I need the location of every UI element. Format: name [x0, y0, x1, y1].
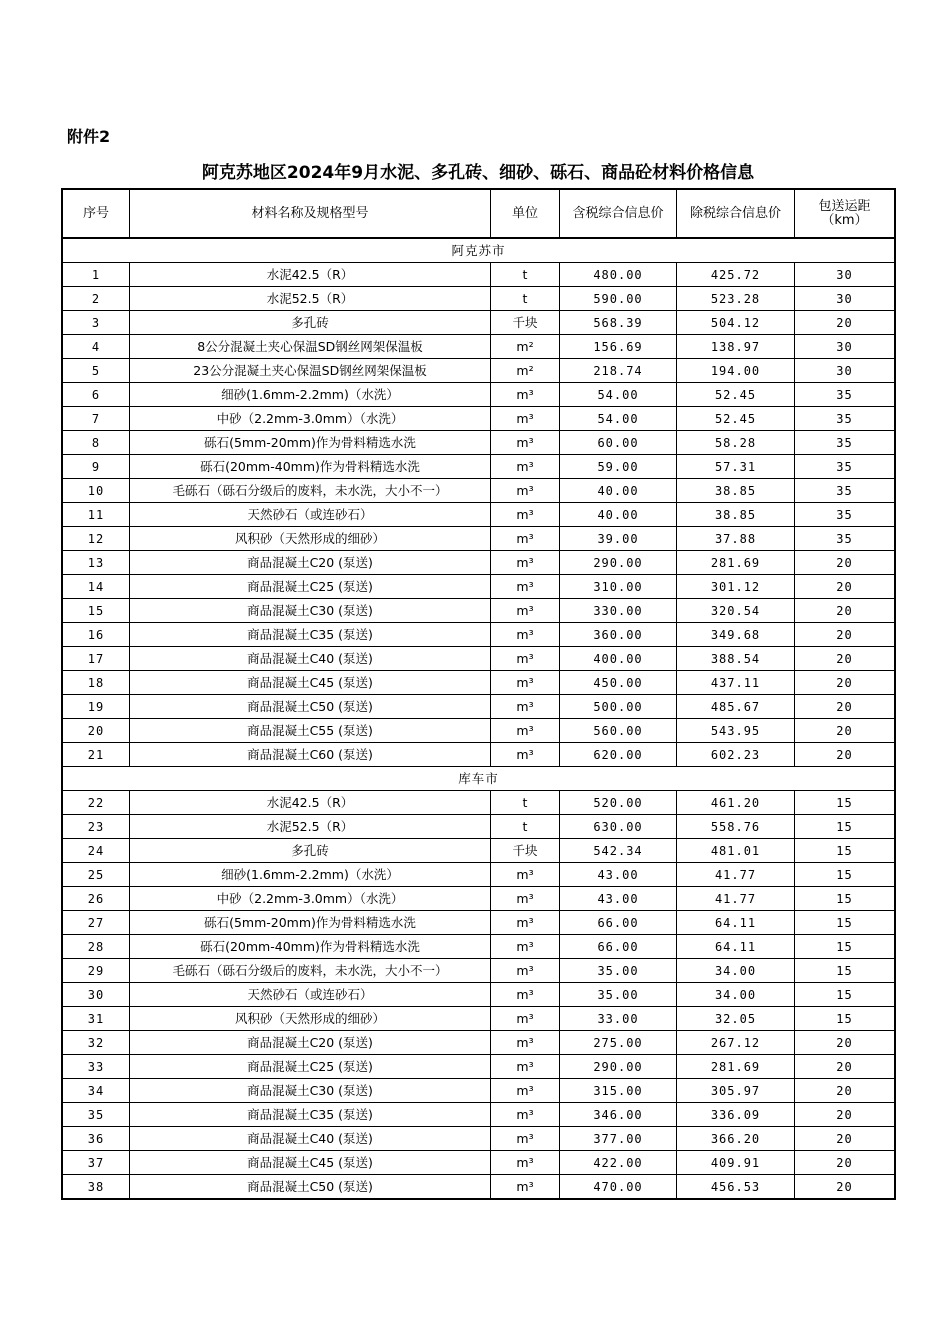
cell-distance: 30 [795, 335, 895, 359]
cell-price-tax-incl: 290.00 [560, 1055, 677, 1079]
cell-price-tax-incl: 43.00 [560, 887, 677, 911]
cell-distance: 20 [795, 1031, 895, 1055]
cell-price-tax-excl: 64.11 [677, 935, 795, 959]
table-row [63, 407, 895, 431]
cell-index: 10 [63, 479, 130, 503]
cell-unit: t [491, 791, 560, 815]
page-title: 阿克苏地区2024年9月水泥、多孔砖、细砂、砾石、商品砼材料价格信息 [201, 163, 755, 183]
region-row [63, 767, 895, 791]
cell-unit: m³ [491, 551, 560, 575]
cell-price-tax-incl: 66.00 [560, 911, 677, 935]
cell-name: 风积砂（天然形成的细砂） [130, 527, 491, 551]
cell-name: 商品混凝土C25 (泵送) [130, 1055, 491, 1079]
cell-name: 多孔砖 [130, 839, 491, 863]
cell-price-tax-excl: 456.53 [677, 1175, 795, 1199]
table-row [63, 839, 895, 863]
table-row [63, 887, 895, 911]
cell-name: 细砂(1.6mm-2.2mm)（水洗） [130, 383, 491, 407]
cell-price-tax-incl: 377.00 [560, 1127, 677, 1151]
header-price-tax-incl: 含税综合信息价 [560, 190, 677, 239]
cell-distance: 15 [795, 959, 895, 983]
cell-unit: m³ [491, 407, 560, 431]
cell-index: 11 [63, 503, 130, 527]
table-row [63, 551, 895, 575]
cell-index: 37 [63, 1151, 130, 1175]
cell-name: 中砂（2.2mm-3.0mm）（水洗） [130, 407, 491, 431]
cell-price-tax-excl: 301.12 [677, 575, 795, 599]
cell-distance: 20 [795, 695, 895, 719]
cell-distance: 20 [795, 743, 895, 767]
cell-price-tax-excl: 481.01 [677, 839, 795, 863]
table-row [63, 359, 895, 383]
table-row [63, 1055, 895, 1079]
cell-name: 商品混凝土C35 (泵送) [130, 623, 491, 647]
cell-price-tax-excl: 320.54 [677, 599, 795, 623]
cell-unit: m² [491, 359, 560, 383]
cell-index: 21 [63, 743, 130, 767]
cell-unit: m³ [491, 1007, 560, 1031]
cell-unit: m³ [491, 455, 560, 479]
cell-name: 商品混凝土C45 (泵送) [130, 671, 491, 695]
header-index: 序号 [63, 190, 130, 239]
cell-distance: 15 [795, 815, 895, 839]
cell-unit: m³ [491, 911, 560, 935]
cell-index: 33 [63, 1055, 130, 1079]
cell-index: 3 [63, 311, 130, 335]
cell-index: 38 [63, 1175, 130, 1199]
cell-price-tax-incl: 346.00 [560, 1103, 677, 1127]
cell-distance: 20 [795, 1175, 895, 1199]
cell-index: 32 [63, 1031, 130, 1055]
cell-distance: 15 [795, 983, 895, 1007]
cell-price-tax-excl: 504.12 [677, 311, 795, 335]
cell-distance: 35 [795, 503, 895, 527]
cell-unit: m³ [491, 647, 560, 671]
cell-unit: m³ [491, 863, 560, 887]
cell-index: 35 [63, 1103, 130, 1127]
cell-index: 27 [63, 911, 130, 935]
cell-index: 18 [63, 671, 130, 695]
cell-price-tax-incl: 290.00 [560, 551, 677, 575]
cell-name: 水泥42.5（R） [130, 791, 491, 815]
cell-price-tax-incl: 218.74 [560, 359, 677, 383]
cell-index: 17 [63, 647, 130, 671]
cell-name: 8公分混凝土夹心保温SD钢丝网架保温板 [130, 335, 491, 359]
cell-unit: 千块 [491, 839, 560, 863]
cell-unit: t [491, 287, 560, 311]
cell-name: 商品混凝土C50 (泵送) [130, 695, 491, 719]
cell-index: 8 [63, 431, 130, 455]
cell-distance: 20 [795, 671, 895, 695]
cell-price-tax-incl: 520.00 [560, 791, 677, 815]
cell-unit: m³ [491, 1031, 560, 1055]
cell-name: 商品混凝土C20 (泵送) [130, 1031, 491, 1055]
table-row [63, 911, 895, 935]
header-name: 材料名称及规格型号 [130, 190, 491, 239]
cell-distance: 20 [795, 599, 895, 623]
cell-price-tax-excl: 388.54 [677, 647, 795, 671]
cell-price-tax-excl: 543.95 [677, 719, 795, 743]
cell-price-tax-excl: 485.67 [677, 695, 795, 719]
cell-index: 24 [63, 839, 130, 863]
cell-distance: 35 [795, 479, 895, 503]
cell-unit: m³ [491, 1103, 560, 1127]
cell-distance: 30 [795, 287, 895, 311]
cell-name: 商品混凝土C25 (泵送) [130, 575, 491, 599]
cell-price-tax-incl: 590.00 [560, 287, 677, 311]
table-row [63, 671, 895, 695]
cell-distance: 35 [795, 407, 895, 431]
cell-price-tax-incl: 35.00 [560, 983, 677, 1007]
cell-unit: m³ [491, 479, 560, 503]
table-row [63, 431, 895, 455]
table-row [63, 503, 895, 527]
cell-unit: m³ [491, 599, 560, 623]
cell-distance: 20 [795, 575, 895, 599]
cell-unit: m³ [491, 1079, 560, 1103]
cell-name: 天然砂石（或连砂石） [130, 503, 491, 527]
cell-price-tax-excl: 32.05 [677, 1007, 795, 1031]
cell-distance: 15 [795, 911, 895, 935]
cell-index: 36 [63, 1127, 130, 1151]
cell-index: 28 [63, 935, 130, 959]
cell-unit: m³ [491, 383, 560, 407]
cell-price-tax-excl: 57.31 [677, 455, 795, 479]
cell-price-tax-incl: 480.00 [560, 263, 677, 287]
cell-distance: 15 [795, 791, 895, 815]
cell-index: 29 [63, 959, 130, 983]
cell-price-tax-excl: 37.88 [677, 527, 795, 551]
header-unit: 单位 [491, 190, 560, 239]
cell-name: 商品混凝土C50 (泵送) [130, 1175, 491, 1199]
cell-distance: 20 [795, 1127, 895, 1151]
cell-price-tax-incl: 630.00 [560, 815, 677, 839]
table-row [63, 479, 895, 503]
cell-price-tax-excl: 437.11 [677, 671, 795, 695]
table-row [63, 335, 895, 359]
cell-price-tax-incl: 450.00 [560, 671, 677, 695]
header-distance-line2: （km） [821, 212, 868, 228]
cell-price-tax-incl: 156.69 [560, 335, 677, 359]
cell-price-tax-excl: 461.20 [677, 791, 795, 815]
cell-unit: m³ [491, 1055, 560, 1079]
table-row [63, 263, 895, 287]
cell-price-tax-incl: 33.00 [560, 1007, 677, 1031]
cell-distance: 30 [795, 359, 895, 383]
cell-index: 20 [63, 719, 130, 743]
cell-index: 19 [63, 695, 130, 719]
table-row [63, 1175, 895, 1199]
table-row [63, 815, 895, 839]
cell-price-tax-excl: 281.69 [677, 551, 795, 575]
cell-distance: 35 [795, 527, 895, 551]
cell-name: 23公分混凝土夹心保温SD钢丝网架保温板 [130, 359, 491, 383]
cell-index: 5 [63, 359, 130, 383]
cell-unit: t [491, 263, 560, 287]
cell-index: 22 [63, 791, 130, 815]
attachment-label: 附件2 [67, 127, 111, 146]
cell-price-tax-incl: 330.00 [560, 599, 677, 623]
cell-index: 23 [63, 815, 130, 839]
cell-price-tax-incl: 35.00 [560, 959, 677, 983]
table-row [63, 1031, 895, 1055]
cell-name: 水泥52.5（R） [130, 815, 491, 839]
cell-price-tax-excl: 336.09 [677, 1103, 795, 1127]
cell-name: 商品混凝土C45 (泵送) [130, 1151, 491, 1175]
cell-name: 砾石(20mm-40mm)作为骨料精选水洗 [130, 935, 491, 959]
cell-index: 30 [63, 983, 130, 1007]
cell-unit: m³ [491, 1175, 560, 1199]
table-row [63, 743, 895, 767]
cell-unit: m² [491, 335, 560, 359]
cell-name: 多孔砖 [130, 311, 491, 335]
table-row [63, 383, 895, 407]
cell-index: 6 [63, 383, 130, 407]
cell-unit: m³ [491, 1151, 560, 1175]
cell-price-tax-excl: 281.69 [677, 1055, 795, 1079]
cell-price-tax-excl: 425.72 [677, 263, 795, 287]
cell-distance: 35 [795, 431, 895, 455]
cell-name: 毛砾石（砾石分级后的废料，未水洗，大小不一） [130, 959, 491, 983]
cell-price-tax-incl: 310.00 [560, 575, 677, 599]
cell-distance: 35 [795, 383, 895, 407]
cell-price-tax-excl: 602.23 [677, 743, 795, 767]
cell-unit: m³ [491, 431, 560, 455]
cell-price-tax-excl: 194.00 [677, 359, 795, 383]
cell-unit: m³ [491, 623, 560, 647]
cell-distance: 20 [795, 551, 895, 575]
table-row [63, 791, 895, 815]
cell-name: 商品混凝土C55 (泵送) [130, 719, 491, 743]
cell-index: 14 [63, 575, 130, 599]
cell-distance: 30 [795, 263, 895, 287]
cell-distance: 20 [795, 1151, 895, 1175]
cell-price-tax-excl: 523.28 [677, 287, 795, 311]
table-row [63, 455, 895, 479]
cell-price-tax-excl: 38.85 [677, 479, 795, 503]
table-row [63, 623, 895, 647]
table-row [63, 1127, 895, 1151]
cell-index: 25 [63, 863, 130, 887]
cell-name: 细砂(1.6mm-2.2mm)（水洗） [130, 863, 491, 887]
table-row [63, 311, 895, 335]
cell-index: 7 [63, 407, 130, 431]
table-row [63, 575, 895, 599]
cell-distance: 15 [795, 863, 895, 887]
cell-price-tax-incl: 54.00 [560, 407, 677, 431]
cell-price-tax-incl: 315.00 [560, 1079, 677, 1103]
table-row [63, 1103, 895, 1127]
table-row [63, 1151, 895, 1175]
cell-price-tax-excl: 409.91 [677, 1151, 795, 1175]
cell-index: 1 [63, 263, 130, 287]
table-header [63, 190, 895, 239]
price-table [62, 189, 895, 1199]
table-row [63, 527, 895, 551]
table-row [63, 863, 895, 887]
cell-name: 水泥52.5（R） [130, 287, 491, 311]
cell-price-tax-incl: 40.00 [560, 503, 677, 527]
cell-index: 16 [63, 623, 130, 647]
cell-distance: 15 [795, 1007, 895, 1031]
cell-index: 13 [63, 551, 130, 575]
cell-price-tax-incl: 43.00 [560, 863, 677, 887]
cell-price-tax-excl: 267.12 [677, 1031, 795, 1055]
cell-name: 砾石(5mm-20mm)作为骨料精选水洗 [130, 431, 491, 455]
cell-unit: m³ [491, 719, 560, 743]
cell-unit: 千块 [491, 311, 560, 335]
cell-price-tax-excl: 58.28 [677, 431, 795, 455]
cell-unit: t [491, 815, 560, 839]
cell-price-tax-excl: 349.68 [677, 623, 795, 647]
header-price-tax-excl: 除税综合信息价 [677, 190, 795, 239]
cell-name: 商品混凝土C30 (泵送) [130, 1079, 491, 1103]
cell-unit: m³ [491, 1127, 560, 1151]
header-distance-line1: 包送运距 [818, 198, 871, 214]
cell-index: 9 [63, 455, 130, 479]
cell-price-tax-excl: 52.45 [677, 407, 795, 431]
cell-index: 15 [63, 599, 130, 623]
cell-price-tax-incl: 620.00 [560, 743, 677, 767]
table-row [63, 695, 895, 719]
cell-price-tax-excl: 366.20 [677, 1127, 795, 1151]
table-row [63, 1079, 895, 1103]
cell-distance: 20 [795, 1055, 895, 1079]
table-row [63, 983, 895, 1007]
cell-price-tax-incl: 66.00 [560, 935, 677, 959]
cell-name: 砾石(5mm-20mm)作为骨料精选水洗 [130, 911, 491, 935]
cell-name: 砾石(20mm-40mm)作为骨料精选水洗 [130, 455, 491, 479]
cell-name: 毛砾石（砾石分级后的废料，未水洗，大小不一） [130, 479, 491, 503]
cell-name: 风积砂（天然形成的细砂） [130, 1007, 491, 1031]
header-distance [795, 190, 895, 239]
cell-price-tax-incl: 40.00 [560, 479, 677, 503]
cell-price-tax-incl: 59.00 [560, 455, 677, 479]
cell-price-tax-excl: 138.97 [677, 335, 795, 359]
cell-unit: m³ [491, 887, 560, 911]
cell-index: 2 [63, 287, 130, 311]
cell-name: 商品混凝土C30 (泵送) [130, 599, 491, 623]
cell-distance: 15 [795, 887, 895, 911]
cell-distance: 20 [795, 719, 895, 743]
cell-price-tax-excl: 64.11 [677, 911, 795, 935]
cell-price-tax-incl: 560.00 [560, 719, 677, 743]
cell-price-tax-excl: 558.76 [677, 815, 795, 839]
table-row [63, 719, 895, 743]
cell-distance: 20 [795, 1079, 895, 1103]
cell-unit: m³ [491, 983, 560, 1007]
cell-price-tax-excl: 41.77 [677, 887, 795, 911]
cell-price-tax-excl: 41.77 [677, 863, 795, 887]
cell-unit: m³ [491, 575, 560, 599]
cell-unit: m³ [491, 743, 560, 767]
cell-name: 商品混凝土C40 (泵送) [130, 647, 491, 671]
cell-name: 商品混凝土C20 (泵送) [130, 551, 491, 575]
cell-price-tax-excl: 305.97 [677, 1079, 795, 1103]
table-row [63, 935, 895, 959]
cell-name: 商品混凝土C60 (泵送) [130, 743, 491, 767]
cell-unit: m³ [491, 503, 560, 527]
cell-price-tax-excl: 34.00 [677, 959, 795, 983]
cell-price-tax-incl: 39.00 [560, 527, 677, 551]
cell-name: 商品混凝土C40 (泵送) [130, 1127, 491, 1151]
cell-index: 4 [63, 335, 130, 359]
cell-price-tax-incl: 568.39 [560, 311, 677, 335]
cell-distance: 20 [795, 311, 895, 335]
cell-price-tax-incl: 360.00 [560, 623, 677, 647]
cell-price-tax-incl: 275.00 [560, 1031, 677, 1055]
cell-name: 商品混凝土C35 (泵送) [130, 1103, 491, 1127]
cell-price-tax-incl: 54.00 [560, 383, 677, 407]
cell-price-tax-excl: 34.00 [677, 983, 795, 1007]
cell-price-tax-incl: 500.00 [560, 695, 677, 719]
cell-index: 26 [63, 887, 130, 911]
cell-price-tax-incl: 60.00 [560, 431, 677, 455]
region-name: 阿克苏市 [63, 238, 895, 263]
cell-name: 中砂（2.2mm-3.0mm）（水洗） [130, 887, 491, 911]
cell-index: 34 [63, 1079, 130, 1103]
cell-unit: m³ [491, 527, 560, 551]
cell-unit: m³ [491, 671, 560, 695]
table-row [63, 959, 895, 983]
cell-distance: 35 [795, 455, 895, 479]
cell-distance: 15 [795, 839, 895, 863]
region-row [63, 238, 895, 263]
cell-unit: m³ [491, 695, 560, 719]
cell-price-tax-excl: 38.85 [677, 503, 795, 527]
cell-distance: 20 [795, 647, 895, 671]
cell-price-tax-incl: 422.00 [560, 1151, 677, 1175]
cell-price-tax-incl: 400.00 [560, 647, 677, 671]
cell-price-tax-incl: 542.34 [560, 839, 677, 863]
cell-unit: m³ [491, 935, 560, 959]
cell-distance: 20 [795, 623, 895, 647]
region-name: 库车市 [63, 767, 895, 791]
table-row [63, 1007, 895, 1031]
cell-unit: m³ [491, 959, 560, 983]
cell-distance: 20 [795, 1103, 895, 1127]
cell-name: 天然砂石（或连砂石） [130, 983, 491, 1007]
cell-index: 31 [63, 1007, 130, 1031]
table-row [63, 647, 895, 671]
cell-price-tax-excl: 52.45 [677, 383, 795, 407]
table-body [63, 238, 895, 1199]
cell-name: 水泥42.5（R） [130, 263, 491, 287]
cell-index: 12 [63, 527, 130, 551]
table-row [63, 287, 895, 311]
cell-distance: 15 [795, 935, 895, 959]
table-row [63, 599, 895, 623]
cell-price-tax-incl: 470.00 [560, 1175, 677, 1199]
